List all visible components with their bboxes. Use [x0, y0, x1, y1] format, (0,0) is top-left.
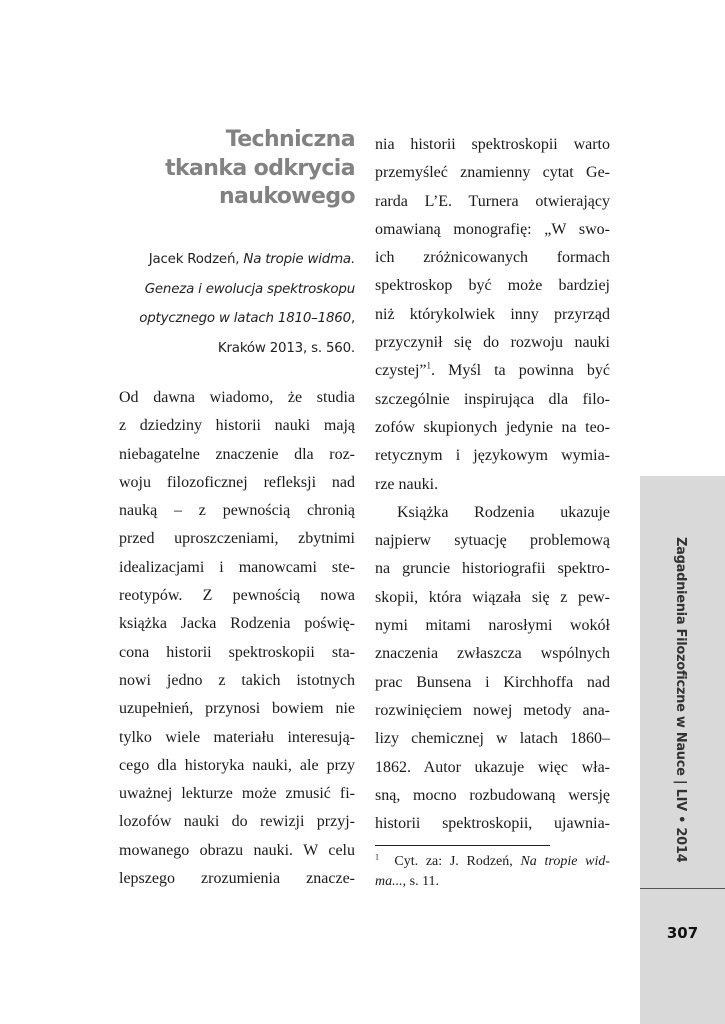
journal-title: Zagadnienia Filozoficzne w Nauce | LIV • 2014 — [673, 537, 688, 863]
bib-title-part-3: optycznego w latach 1810–1860 — [139, 311, 351, 326]
text-line: lepszego zrozumienia znacze- — [119, 870, 355, 888]
footnote — [375, 852, 610, 892]
text-line: nauką – z pewnością chronią — [119, 502, 355, 520]
text-line: uzupełnień, przynosi bowiem nie — [119, 700, 355, 718]
text-line: książka Jacka Rodzenia poświę- — [119, 615, 355, 633]
footnote-marker: 1 — [375, 852, 379, 862]
text-line-with-footnote — [375, 357, 610, 385]
text-line: omawianą monografię: „W swo- — [375, 220, 610, 238]
title-line-1: Techniczna — [225, 127, 355, 152]
bib-publication: Kraków 2013, s. 560. — [217, 340, 355, 356]
text-line: nymi mitami narosłymi wokół — [375, 617, 610, 635]
text-line: uważnej lekturze może zmusić fi- — [119, 785, 355, 803]
text-line: tylko wiele materiału interesują- — [119, 728, 355, 746]
text-line: cona historii spektroskopii sta- — [119, 643, 355, 661]
text-line: rze nauki. — [375, 475, 439, 493]
sidebar-divider — [640, 888, 725, 889]
text-line: lizy chemicznej w latach 1860– — [375, 730, 610, 748]
footnote-title-part-2: ma... — [375, 874, 403, 889]
text-line: przemyśleć znamienny cytat Ge- — [375, 164, 610, 182]
text-line: 1862. Autor ukazuje więc wła- — [375, 758, 610, 776]
text-line: mowanego obrazu nauki. W celu — [119, 841, 355, 859]
sentence-continuation: . Myśl ta powinna być — [431, 362, 610, 380]
left-text-column — [119, 384, 355, 893]
text-line: cego dla historyka nauki, ale przy — [119, 756, 355, 774]
text-line: znaczenia zwłaszcza wspólnych — [375, 645, 610, 663]
text-line: lozofów nauki do rewizji przyj- — [119, 813, 355, 831]
bib-line-1 — [100, 245, 355, 275]
text-line: skopii, która wiązała się z pew- — [375, 588, 610, 606]
title-line-3: naukowego — [218, 184, 355, 209]
text-line: spektroskop być może bardziej — [375, 277, 610, 295]
text-line: sną, mocno rozbudowaną wersję — [375, 786, 610, 804]
title-line-2: tkanka odkrycia — [165, 155, 355, 181]
text-line: rozwinięciem nowej metody ana- — [375, 701, 610, 719]
text-line: rarda L’E. Turnera otwierający — [375, 192, 610, 210]
text-line: nowi jedno z takich istotnych — [119, 671, 355, 689]
text-line: niż którykolwiek inny przyrząd — [375, 305, 610, 323]
text-line: nia historii spektroskopii warto — [375, 136, 610, 153]
text-line: przyczynił się do rozwoju nauki — [375, 334, 610, 352]
footnote-line-2 — [375, 872, 610, 892]
text-line: niebagatelne znaczenie dla roz- — [119, 445, 355, 463]
text-line: historii spektroskopii, ujawnia- — [375, 815, 610, 833]
bib-title-part-1: Na tropie widma. — [243, 252, 355, 267]
text-line: woju filozoficznej refleksji nad — [119, 473, 355, 491]
footnote-suffix: , s. 11. — [402, 874, 440, 889]
bib-title-part-2: Geneza i ewolucja spektroskopu — [144, 281, 355, 297]
text-line: idealizacjami i manowcami ste- — [119, 558, 355, 576]
article-title — [100, 126, 355, 212]
bibliographic-reference — [100, 245, 355, 363]
journal-running-head — [668, 537, 692, 863]
text-line: Od dawna wiadomo, że studia — [119, 389, 355, 406]
text-line: zofów skupionych jedynie na teo- — [375, 418, 610, 436]
footnote-ref[interactable]: 1 — [426, 361, 432, 372]
footnote-divider — [375, 845, 550, 846]
text-line: szczególnie inspirująca dla filo- — [375, 390, 610, 408]
footnote-prefix: Cyt. za: J. Rodzeń, — [394, 854, 521, 869]
text-line: ich zróżnicowanych formach — [375, 249, 610, 267]
text-line: przed uproszczeniami, zbytnimi — [119, 530, 355, 548]
footnote-title-part-1: Na tropie wid- — [520, 854, 611, 869]
text-line: Książka Rodzenia ukazuje — [397, 503, 610, 521]
text-line: na gruncie historiografii spektro- — [375, 560, 610, 578]
bib-line-3 — [100, 304, 355, 334]
page-number: 307 — [666, 924, 699, 942]
footnote-line-1 — [375, 852, 610, 872]
bib-line-2 — [100, 275, 355, 305]
text-line: reotypów. Z pewnością nowa — [119, 587, 355, 605]
bib-author: Jacek Rodzeń, — [148, 252, 244, 267]
text-line: retycznym i językowym wymia- — [375, 447, 610, 465]
text-line: prac Bunsena i Kirchhoffa nad — [375, 673, 610, 691]
quote-end: czystej” — [375, 362, 427, 380]
text-line: najpierw sytuację problemową — [375, 532, 610, 550]
right-text-column — [375, 131, 610, 838]
text-line: z dziedziny historii nauki mają — [119, 417, 355, 435]
bib-comma: , — [350, 311, 355, 326]
